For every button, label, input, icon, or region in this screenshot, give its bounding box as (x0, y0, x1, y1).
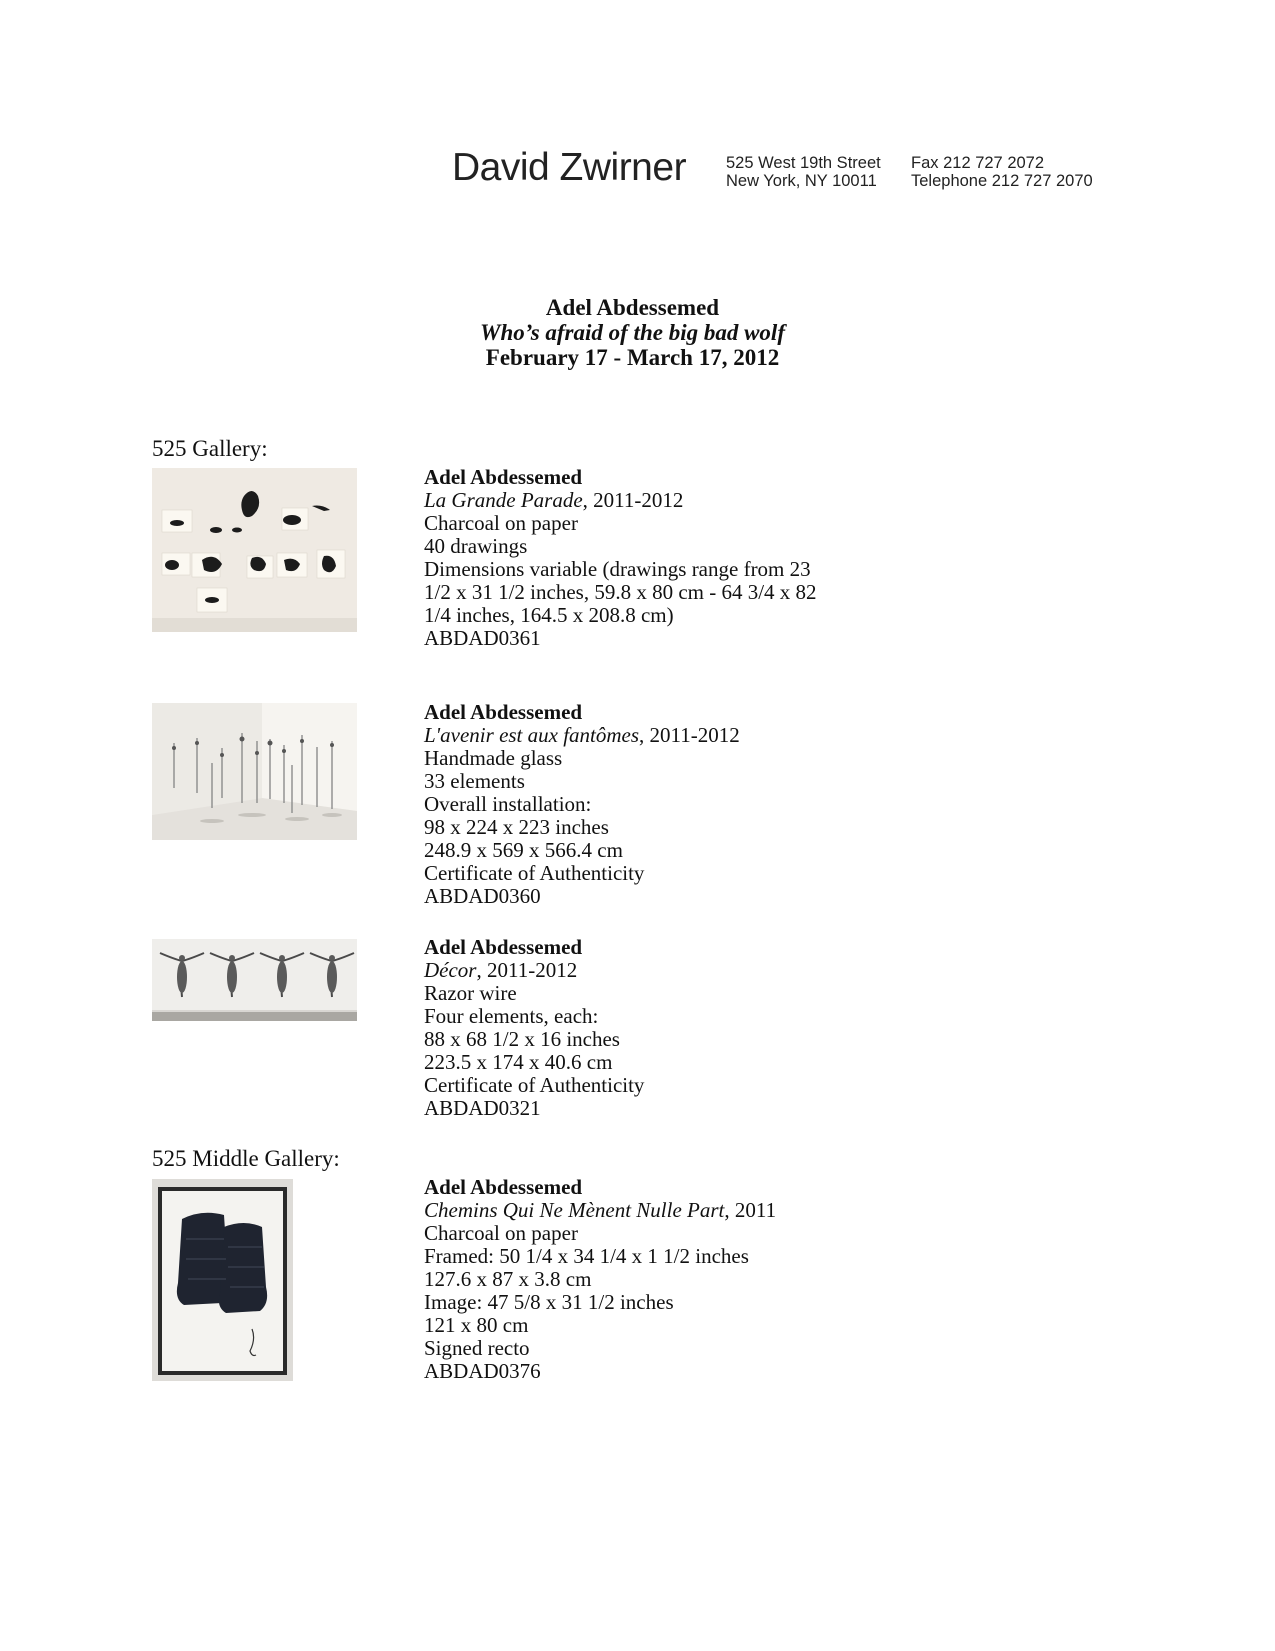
artwork-dimensions-inches: 98 x 224 x 223 inches (424, 815, 609, 839)
artwork-title: Décor (424, 958, 477, 982)
artwork-title-line (424, 1199, 844, 1222)
artwork-entry (424, 1176, 844, 1383)
artwork-dimensions-label: Four elements, each: (424, 1004, 599, 1028)
artwork-image-lavenir-est-aux-fantomes (152, 703, 357, 840)
artwork-title: Chemins Qui Ne Mènent Nulle Part (424, 1198, 725, 1222)
exhibition-title: Who’s afraid of the big bad wolf (480, 320, 785, 345)
artwork-dimensions-cm: 248.9 x 569 x 566.4 cm (424, 838, 623, 862)
artwork-entry (424, 466, 844, 650)
artwork-image-cm: 121 x 80 cm (424, 1313, 529, 1337)
artwork-artist: Adel Abdessemed (424, 465, 583, 489)
artwork-artist: Adel Abdessemed (424, 1175, 583, 1199)
artwork-certificate: Certificate of Authenticity (424, 861, 645, 885)
artwork-inventory-number: ABDAD0361 (424, 626, 541, 650)
letterhead (0, 0, 1275, 210)
section-label-525-gallery: 525 Gallery: (152, 436, 268, 461)
artwork-title: La Grande Parade (424, 488, 583, 512)
section-label-525-middle-gallery: 525 Middle Gallery: (152, 1146, 340, 1171)
exhibition-dates: February 17 - March 17, 2012 (485, 345, 780, 370)
fax-number: Fax 212 727 2072 (911, 154, 1045, 172)
artwork-artist: Adel Abdessemed (424, 700, 583, 724)
artwork-inventory-number: ABDAD0376 (424, 1359, 541, 1383)
artwork-framed-inches: Framed: 50 1/4 x 34 1/4 x 1 1/2 inches (424, 1244, 749, 1268)
artwork-edition: 40 drawings (424, 534, 528, 558)
artwork-certificate: Certificate of Authenticity (424, 1073, 645, 1097)
artwork-entry (424, 936, 844, 1120)
gallery-brand-name: David Zwirner (452, 146, 687, 189)
artwork-medium: Charcoal on paper (424, 511, 578, 535)
artwork-medium: Razor wire (424, 981, 517, 1005)
exhibition-artist: Adel Abdessemed (545, 295, 720, 320)
artwork-entry (424, 701, 844, 908)
artwork-dimensions-cm: 223.5 x 174 x 40.6 cm (424, 1050, 613, 1074)
artwork-image-la-grande-parade (152, 468, 357, 632)
artwork-inventory-number: ABDAD0321 (424, 1096, 541, 1120)
artwork-dimensions: Dimensions variable (drawings range from 23 1/2 x 31 1/2 inches, 59.8 x 80 cm - 64 3/4 x 82 1/4 inches, 164.5 x 208.8 cm) (424, 557, 817, 627)
artwork-image-inches: Image: 47 5/8 x 31 1/2 inches (424, 1290, 674, 1314)
artwork-title-line (424, 959, 844, 982)
artwork-year: , 2011-2012 (582, 488, 684, 512)
artwork-medium: Handmade glass (424, 746, 563, 770)
artwork-year: , 2011-2012 (476, 958, 578, 982)
artwork-title-line (424, 724, 844, 747)
artwork-framed-cm: 127.6 x 87 x 3.8 cm (424, 1267, 592, 1291)
artwork-year: , 2011-2012 (639, 723, 740, 747)
artwork-inventory-number: ABDAD0360 (424, 884, 541, 908)
artwork-year: , 2011 (724, 1198, 777, 1222)
telephone-number: Telephone 212 727 2070 (911, 172, 1093, 190)
artwork-title: L'avenir est aux fantômes (424, 723, 640, 747)
street-address: 525 West 19th Street (726, 154, 881, 172)
artwork-dimensions-label: Overall installation: (424, 792, 592, 816)
artwork-image-chemins-qui-ne-menent-nulle-part (152, 1179, 293, 1381)
artwork-dimensions-inches: 88 x 68 1/2 x 16 inches (424, 1027, 620, 1051)
city-address: New York, NY 10011 (726, 172, 877, 190)
gallery-address (726, 154, 881, 190)
exhibition-header (0, 295, 1265, 370)
artwork-title-line (424, 489, 844, 512)
artwork-medium: Charcoal on paper (424, 1221, 578, 1245)
gallery-contact (911, 154, 1093, 190)
artwork-signature-note: Signed recto (424, 1336, 530, 1360)
artwork-edition: 33 elements (424, 769, 525, 793)
artwork-artist: Adel Abdessemed (424, 935, 583, 959)
artwork-image-decor (152, 939, 357, 1021)
